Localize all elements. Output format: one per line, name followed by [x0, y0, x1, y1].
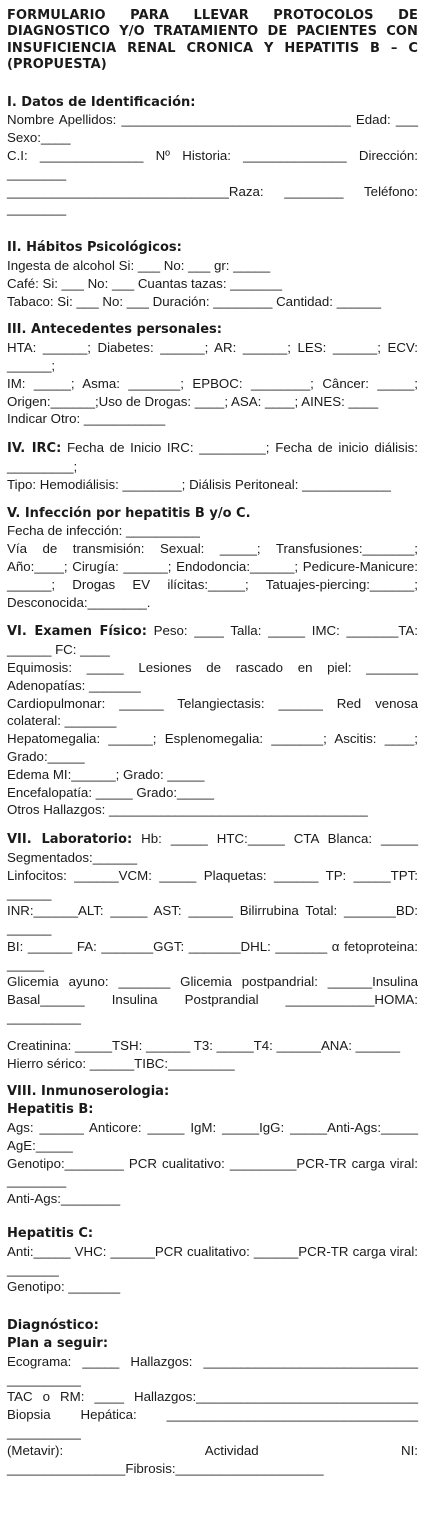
section-habits [7, 239, 418, 310]
form-line[interactable]: Fecha de infección: __________ [7, 523, 200, 539]
form-line[interactable]: (Metavir): Actividad NI: ________________Fibrosis:____________________ [7, 1442, 418, 1476]
form-line[interactable]: Ecograma: _____ Hallazgos: _____________________________ __________ [7, 1353, 418, 1387]
form-line[interactable]: Hb: _____ HTC:_____ CTA Blanca: _____ Segmentados:______ [7, 831, 419, 865]
form-line[interactable]: Encefalopatía: _____ Grado:_____ [7, 784, 215, 800]
heading-text: IV. IRC [7, 441, 57, 457]
form-line[interactable]: Anti-Ags:________ [7, 1191, 121, 1207]
form-line[interactable]: Tipo: Hemodiálisis: ________; Diálisis Peritoneal: ____________ [7, 476, 391, 492]
heading-text: Diagnóstico [7, 1318, 94, 1334]
form-line[interactable]: Cardiopulmonar: ______ Telangiectasis: ______ Red venosa colateral: _______ [7, 695, 418, 729]
subheading-text: Hepatitis C [7, 1226, 88, 1242]
subheading-text: Plan a seguir [7, 1336, 103, 1352]
heading-colon: : [216, 322, 222, 338]
heading-colon: : [93, 1318, 99, 1334]
form-line[interactable]: INR:______ALT: _____ AST: ______ Bilirrubina Total: _______BD: ______ [7, 903, 418, 937]
form-line[interactable]: Ingesta de alcohol Si: ___ No: ___ gr: _____ [7, 258, 271, 273]
form-line[interactable]: TAC o RM: ____ Hallazgos:______________________________ [7, 1389, 418, 1405]
section-immunoserology [7, 1083, 418, 1296]
form-line[interactable]: Creatinina: _____TSH: ______ T3: _____T4: ______ANA: ______ [7, 1037, 401, 1053]
heading-colon: : [176, 240, 182, 256]
form-line[interactable]: ______________________________Raza: ________ Teléfono: ________ [7, 183, 418, 217]
form-line[interactable]: Linfocitos: ______VCM: _____ Plaquetas: ______ TP: _____TPT: ______ [7, 867, 418, 901]
subheading-colon: : [88, 1102, 94, 1118]
heading-text: VII. Laboratorio [7, 832, 127, 848]
section-personal-history [7, 321, 418, 428]
form-line[interactable]: Café: Si: ___ No: ___ Cuantas tazas: _______ [7, 275, 282, 291]
section-heading [7, 1083, 418, 1101]
section-physical-exam [7, 622, 418, 819]
form-line[interactable]: Otros Hallazgos: ___________________________________ [7, 802, 368, 818]
form-line[interactable]: Hierro sérico: ______TIBC:_________ [7, 1055, 235, 1071]
form-line[interactable]: Biopsia Hepática: __________________________________ __________ [7, 1407, 418, 1441]
form-line[interactable]: Anti:_____ VHC: ______PCR cualitativo: ______PCR-TR carga viral: _______ [7, 1243, 418, 1277]
form-line[interactable]: Fecha de Inicio IRC: _________; Fecha de inicio diálisis: _________; [7, 440, 418, 474]
heading-colon: : [126, 832, 133, 848]
section-heading [7, 832, 132, 847]
subheading-plan [7, 1335, 418, 1353]
form-line[interactable]: C.I: ______________ Nº Historia: ______________ Dirección: ________ [7, 148, 418, 181]
form-line[interactable]: IM: _____; Asma: _______; EPBOC: ________; Câncer: _____; Origen:______;Uso de Drogas: ____; ASA: ____; AINES: ____ [7, 375, 418, 409]
section-heading [7, 321, 418, 339]
section-heading [7, 1317, 418, 1335]
heading-text: I. Datos de Identificación [7, 94, 191, 110]
form-line[interactable]: Hepatomegalia: ______; Esplenomegalia: _______; Ascitis: ____; Grado:_____ [7, 731, 418, 764]
document-title: FORMULARIO PARA LLEVAR PROTOCOLOS DE DIAGNOSTICO Y/O TRATAMIENTO DE PACIENTES CON INSUFICIENCIA RENAL CRONICA Y HEPATITIS B – C (PROPUESTA) [7, 8, 418, 73]
heading-colon: : [56, 441, 62, 457]
heading-text: VI. Examen Físico [7, 624, 142, 640]
form-line[interactable]: Peso: ____ Talla: _____ IMC: _______TA: ______ FC: ____ [7, 623, 418, 658]
form-line[interactable]: Equimosis: _____ Lesiones de rascado en piel: _______ Adenopatías: _______ [7, 659, 418, 693]
section-irc [7, 439, 418, 493]
heading-period: . [245, 505, 251, 521]
form-line[interactable]: Tabaco: Si: ___ No: ___ Duración: ________ Cantidad: ______ [7, 293, 382, 309]
heading-text: V. Infección por hepatitis B y/o C [7, 505, 246, 521]
form-line[interactable]: Nombre Apellidos: _______________________________ Edad: ___ Sexo:____ [7, 112, 418, 146]
heading-colon: : [141, 624, 147, 640]
section-heading [7, 505, 418, 523]
heading-text: II. Hábitos Psicológicos [7, 240, 177, 256]
section-heading [7, 239, 418, 257]
form-line[interactable]: Genotipo:________ PCR cualitativo: _________PCR-TR carga viral: ________ [7, 1155, 418, 1189]
form-line[interactable]: Edema MI:______; Grado: _____ [7, 766, 205, 782]
heading-text: III. Antecedentes personales [7, 322, 217, 338]
section-laboratory [7, 830, 418, 1072]
form-line[interactable]: Indicar Otro: ___________ [7, 411, 166, 427]
section-diagnosis [7, 1317, 418, 1477]
subheading-colon: : [102, 1336, 109, 1352]
subheading-hepatitis-b [7, 1101, 418, 1119]
section-heading [7, 624, 147, 639]
section-heading [7, 94, 418, 112]
heading-text: VIII. Inmunoserologia [7, 1084, 164, 1100]
form-line[interactable]: Ags: ______ Anticore: _____ IgM: _____IgG: _____Anti-Ags:_____ AgE:_____ [7, 1120, 418, 1153]
section-heading [7, 441, 61, 456]
form-line[interactable]: Glicemia ayuno: _______ Glicemia postpandrial: ______Insulina Basal______ Insulina Postprandial ____________HOMA: __________ [7, 974, 418, 1026]
form-line[interactable]: Vía de transmisión: Sexual: _____; Transfusiones:_______; Año:____; Cirugía: ______; Endodoncia:______; Pedicure-Manicure: ______; Drogas EV ilícitas:_____; Tatuajes-piercing:______; Desconocida:________. [7, 541, 418, 610]
heading-colon: : [190, 94, 196, 110]
subheading-colon: : [87, 1226, 94, 1242]
subheading-hepatitis-c [7, 1225, 418, 1243]
subheading-text: Hepatitis B [7, 1102, 89, 1118]
form-line[interactable]: HTA: ______; Diabetes: ______; AR: ______; LES: ______; ECV: ______; [7, 340, 418, 373]
section-infection [7, 505, 418, 612]
section-identification [7, 94, 418, 219]
heading-colon: : [163, 1084, 170, 1100]
form-line[interactable]: Genotipo: _______ [7, 1279, 121, 1295]
form-line[interactable]: BI: ______ FA: _______GGT: _______DHL: _______ α fetoproteina: _____ [7, 938, 418, 972]
